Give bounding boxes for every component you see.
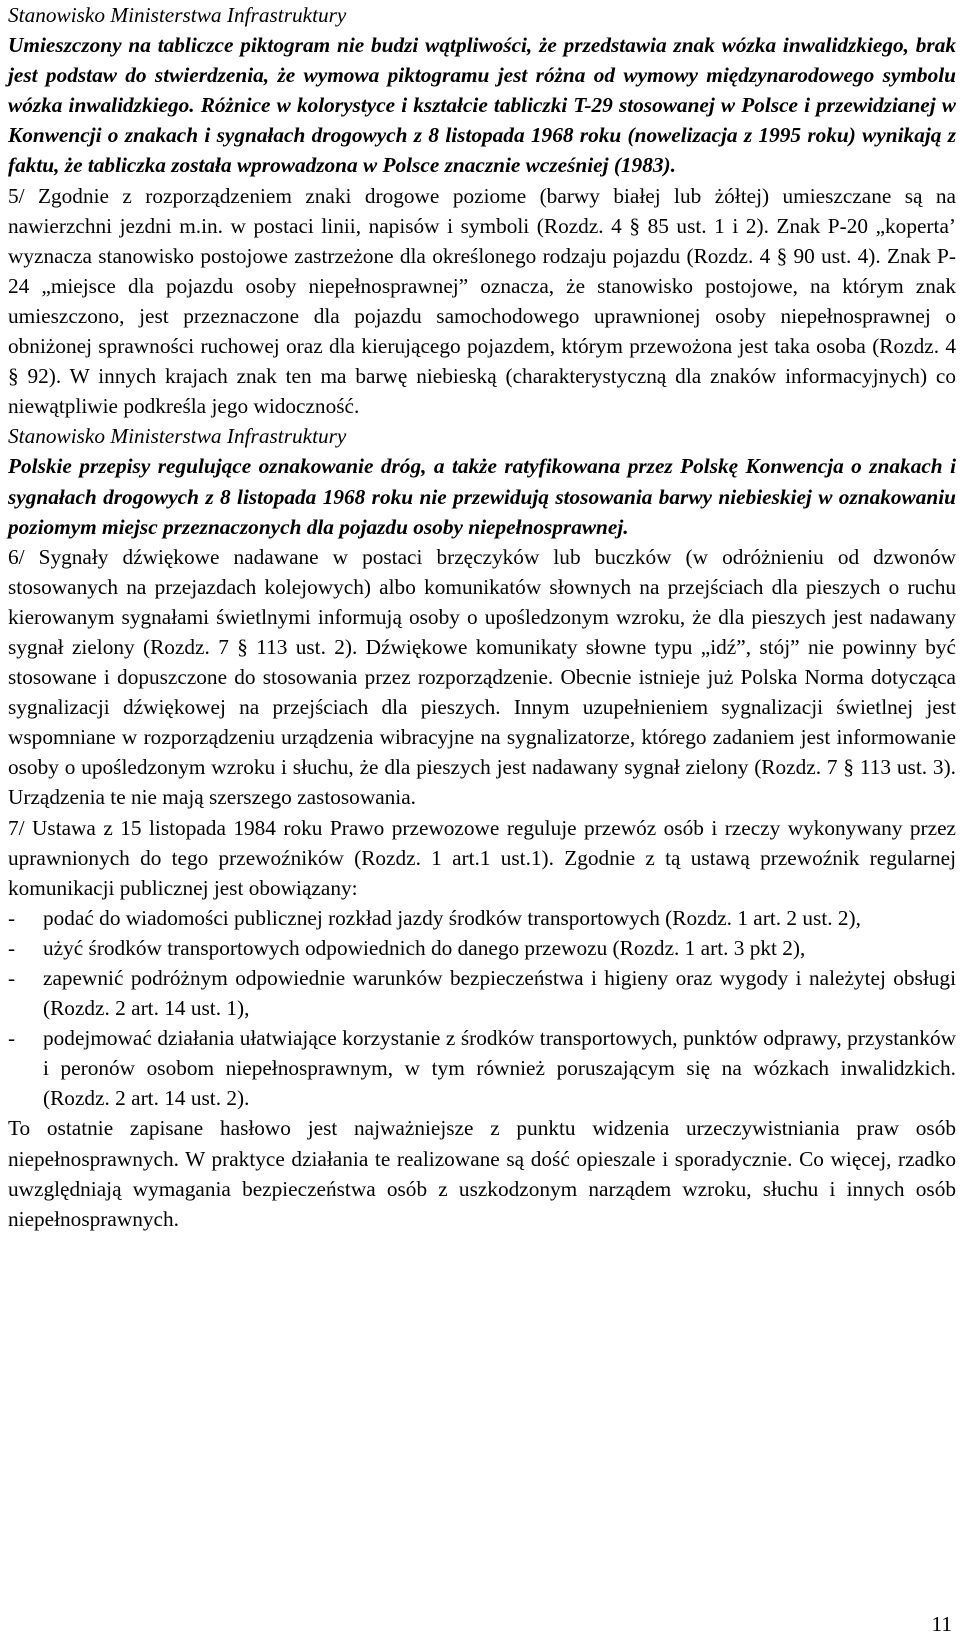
list-dash-marker: - bbox=[8, 966, 16, 990]
list-item-text: użyć środków transportowych odpowiednich do danego przewozu (Rozdz. 1 art. 3 pkt 2), bbox=[43, 935, 806, 960]
ministry-position-2-body: Polskie przepisy regulujące oznakowanie dróg, a także ratyfikowana przez Polskę Konwencja o znakach i sygnałach drogowych z 8 listopada 1968 roku nie przewidują stosowania barwy niebieskiej w oznakowaniu poziomym miejsc przeznaczonych dla pojazdu osoby niepełnosprawnej. bbox=[8, 454, 956, 539]
page-number: 11 bbox=[931, 1612, 952, 1636]
paragraph-6: 6/ Sygnały dźwiękowe nadawane w postaci brzęczyków lub buczków (w odróżnieniu od dzwonów stosowanych na przejazdach kolejowych) albo komunikatów słownych na przejściach dla pieszych o ruchu kierowanym sygnałami świetlnymi informują osoby o upośledzonym wzroku, że dla pieszych jest nadawany sygnał zielony (Rozdz. 7 § 113 ust. 2). Dźwiękowe komunikaty słowne typu „idź”, stój” nie powinny być stosowane i dopuszczone do stosowania przez rozporządzenie. Obecnie istnieje już Polska Norma dotycząca sygnalizacji dźwiękowej na przejściach dla pieszych. Innym uzupełnieniem sygnalizacji świetlnej jest wspomniane w rozporządzeniu urządzenia wibracyjne na sygnalizatorze, którego zadaniem jest informowanie osoby o upośledzonym wzroku i słuchu, że dla pieszych jest nadawany sygnał zielony (Rozdz. 7 § 113 ust. 3). Urządzenia te nie mają szerszego zastosowania. bbox=[8, 544, 956, 810]
ministry-position-1-body: Umieszczony na tabliczce piktogram nie budzi wątpliwości, że przedstawia znak wózka inwalidzkiego, brak jest podstaw do stwierdzenia, że wymowa piktogramu jest różna od wymowy międzynarodowego symbolu wózka inwalidzkiego. Różnice w kolorystyce i kształcie tabliczki T-29 stosowanej w Polsce i przewidzianej w Konwencji o znakach i sygnałach drogowych z 8 listopada 1968 roku (nowelizacja z 1995 roku) wynikają z faktu, że tabliczka została wprowadzona w Polsce znacznie wcześniej (1983). bbox=[8, 33, 956, 178]
list-item-text: zapewnić podróżnym odpowiednie warunków bezpieczeństwa i higieny oraz wygody i należytej obsługi (Rozdz. 2 art. 14 ust. 1), bbox=[43, 966, 956, 1021]
list-dash-marker: - bbox=[8, 935, 16, 960]
list-dash-marker: - bbox=[8, 905, 16, 930]
heading-ministry-position-1: Stanowisko Ministerstwa Infrastruktury bbox=[8, 3, 347, 27]
closing-paragraph: To ostatnie zapisane hasłowo jest najważniejsze z punktu widzenia urzeczywistniania praw osób niepełnosprawnych. W praktyce działania te realizowane są dość opieszale i sporadycznie. Co więcej, rzadko uwzględniają wymagania bezpieczeństwa osób z uszkodzonym narządem wzroku, słuchu i innych osób niepełnosprawnych. bbox=[8, 1116, 956, 1231]
list-item-text: podejmować działania ułatwiające korzystanie z środków transportowych, punktów odprawy, przystanków i peronów osobom niepełnosprawnym, w tym również poruszającym się na wózkach inwalidzkich. (Rozdz. 2 art. 14 ust. 2). bbox=[43, 1026, 956, 1111]
heading-ministry-position-2: Stanowisko Ministerstwa Infrastruktury bbox=[8, 424, 347, 449]
paragraph-7: 7/ Ustawa z 15 listopada 1984 roku Prawo przewozowe reguluje przewóz osób i rzeczy wykonywany przez uprawnionych do tego przewoźników (Rozdz. 1 art.1 ust.1). Zgodnie z tą ustawą przewoźnik regularnej komunikacji publicznej jest obowiązany: bbox=[8, 815, 956, 900]
list-item bbox=[8, 963, 956, 1023]
list-dash-marker: - bbox=[8, 1026, 16, 1051]
document-page bbox=[8, 0, 956, 1234]
list-item-text: podać do wiadomości publicznej rozkład jazdy środków transportowych (Rozdz. 1 art. 2 ust. 2), bbox=[43, 905, 861, 930]
list-item bbox=[8, 903, 956, 933]
paragraph-5: 5/ Zgodnie z rozporządzeniem znaki drogowe poziome (barwy białej lub żółtej) umieszczane są na nawierzchni jezdni m.in. w postaci linii, napisów i symboli (Rozdz. 4 § 85 ust. 1 i 2). Znak P-20 „koperta’ wyznacza stanowisko postojowe zastrzeżone dla określonego rodzaju pojazdu (Rozdz. 4 § 90 ust. 4). Znak P-24 „miejsce dla pojazdu osoby niepełnosprawnej” oznacza, że stanowisko postojowe, na którym znak umieszczono, jest przeznaczone dla pojazdu samochodowego uprawnionej osoby niepełnosprawnej o obniżonej sprawności ruchowej oraz dla kierującego pojazdem, którym przewożona jest taka osoba (Rozdz. 4 § 92). W innych krajach znak ten ma barwę niebieską (charakterystyczną dla znaków informacyjnych) co niewątpliwie podkreśla jego widoczność. bbox=[8, 183, 956, 419]
list-item bbox=[8, 1023, 956, 1113]
list-item bbox=[8, 933, 956, 963]
carrier-obligations-list bbox=[8, 903, 956, 1114]
